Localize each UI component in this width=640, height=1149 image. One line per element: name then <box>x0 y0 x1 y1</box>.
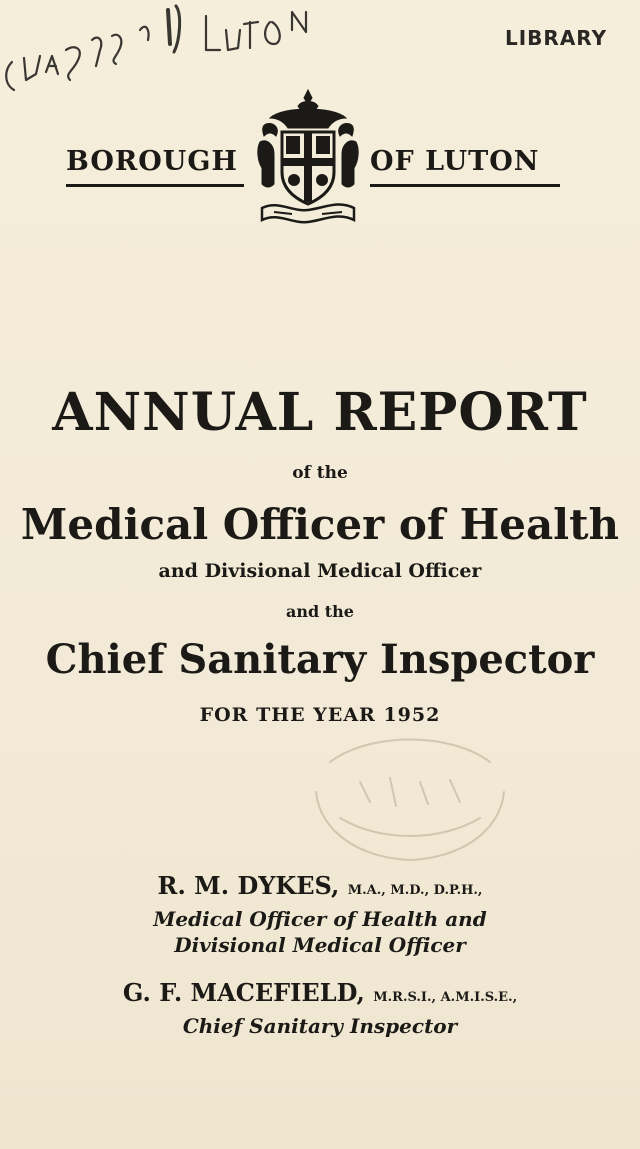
title-borough: BOROUGH <box>66 146 238 177</box>
report-of-the: of the <box>292 463 348 483</box>
library-stamp: LIBRARY <box>505 26 608 50</box>
coat-of-arms-icon <box>252 88 364 236</box>
report-and-the: and the <box>286 602 354 621</box>
author-dykes-name: R. M. DYKES, <box>157 871 340 900</box>
report-inspector-line: Chief Sanitary Inspector <box>45 636 595 683</box>
report-officer-line: Medical Officer of Health <box>20 500 620 549</box>
author-macefield-qualifications: M.R.S.I., A.M.I.S.E., <box>373 990 518 1005</box>
title-underline-right <box>370 184 560 187</box>
author-macefield-role: Chief Sanitary Inspector <box>182 1014 458 1038</box>
author-dykes-role-line2: Divisional Medical Officer <box>174 933 466 957</box>
author-dykes <box>0 871 640 900</box>
author-macefield-name: G. F. MACEFIELD, <box>122 978 365 1007</box>
title-underline-left <box>66 184 244 187</box>
faint-library-stamp <box>300 722 520 872</box>
report-year-line: FOR THE YEAR 1952 <box>199 704 441 726</box>
report-title: ANNUAL REPORT <box>52 382 588 443</box>
report-divisional-line: and Divisional Medical Officer <box>158 560 482 582</box>
author-dykes-role-line1: Medical Officer of Health and <box>153 907 487 931</box>
title-of-luton: OF LUTON <box>370 146 540 177</box>
author-macefield <box>0 978 640 1007</box>
author-dykes-qualifications: M.A., M.D., D.P.H., <box>347 883 483 898</box>
